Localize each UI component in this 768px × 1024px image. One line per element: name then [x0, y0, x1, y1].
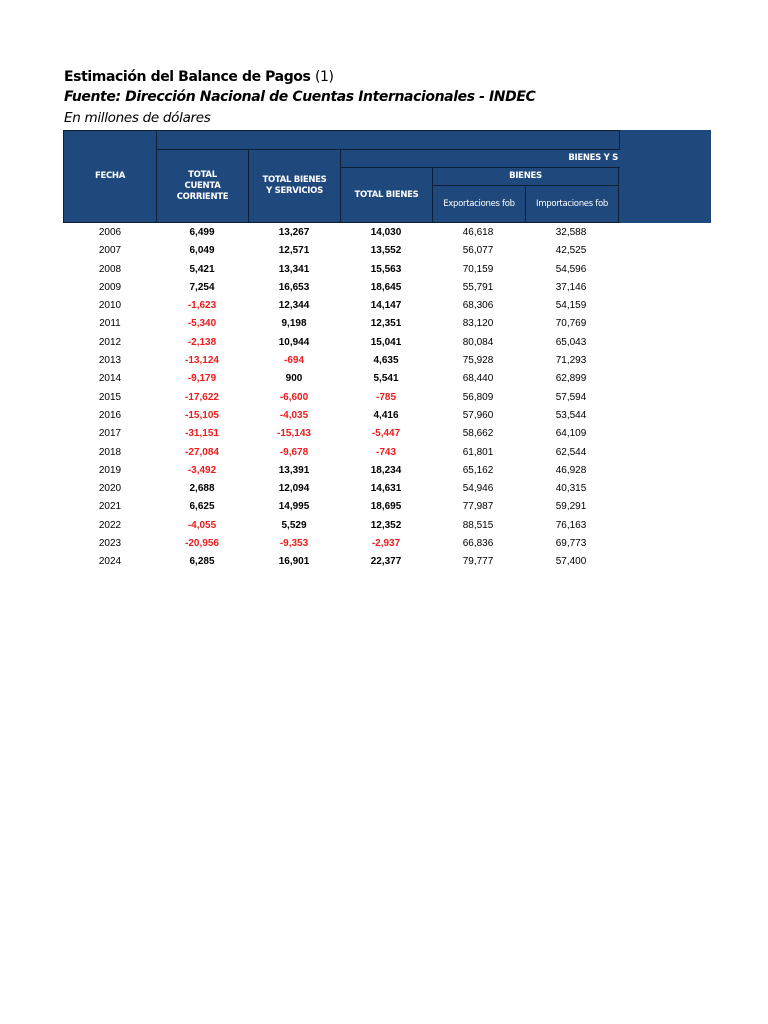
- fecha-cell: 2013: [98, 355, 122, 367]
- exportaciones-cell: 54,946: [462, 483, 494, 495]
- header-total-bienes: TOTAL BIENES: [340, 167, 433, 223]
- total-bienes-cell: 13,552: [370, 245, 402, 257]
- importaciones-cell: 46,928: [555, 464, 587, 476]
- table-row: [64, 242, 620, 260]
- total-bienes-cell: 14,631: [370, 483, 402, 495]
- importaciones-cell: 62,544: [555, 446, 587, 458]
- table-row: [64, 498, 620, 516]
- total-bienes-servicios-cell: 12,571: [278, 245, 310, 257]
- exportaciones-cell: 80,084: [462, 336, 494, 348]
- exportaciones-cell: 46,618: [462, 227, 494, 238]
- exportaciones-cell: 79,777: [462, 556, 494, 568]
- total-bienes-servicios-cell: 16,901: [278, 556, 310, 568]
- total-bienes-servicios-cell: 12,094: [278, 483, 310, 495]
- importaciones-cell: 76,163: [555, 519, 587, 531]
- exportaciones-cell: 55,791: [462, 281, 494, 293]
- importaciones-cell: 32,588: [555, 227, 587, 238]
- total-bienes-cell: 22,377: [370, 556, 402, 568]
- importaciones-cell: 54,596: [555, 263, 587, 275]
- importaciones-cell: 59,291: [555, 501, 587, 513]
- table-row: [64, 297, 620, 315]
- importaciones-cell: 69,773: [555, 538, 587, 550]
- total-bienes-servicios-cell: 12,344: [278, 300, 310, 312]
- total-bienes-cell: 5,541: [373, 373, 399, 385]
- total-bienes-servicios-cell: 13,267: [278, 227, 310, 238]
- importaciones-cell: 64,109: [555, 428, 587, 440]
- title-text: Estimación del Balance de Pagos: [64, 69, 311, 85]
- header-bienes-y-servicios: BIENES Y S: [340, 149, 620, 168]
- total-cuenta-corriente-cell: -20,956: [185, 538, 219, 550]
- importaciones-cell: 53,544: [555, 409, 587, 421]
- table-row: [64, 315, 620, 333]
- total-bienes-cell: 15,563: [370, 263, 402, 275]
- importaciones-cell: 65,043: [555, 336, 587, 348]
- total-bienes-servicios-cell: 14,995: [278, 501, 310, 513]
- header-importaciones-fob: Importaciones fob: [525, 185, 619, 223]
- fecha-cell: 2017: [98, 428, 122, 440]
- total-cuenta-corriente-cell: -5,340: [187, 318, 217, 330]
- fecha-cell: 2021: [98, 501, 122, 513]
- total-bienes-cell: 12,351: [370, 318, 402, 330]
- fecha-cell: 2022: [98, 519, 122, 531]
- table-row: [64, 553, 620, 571]
- header-bienes: BIENES: [432, 167, 619, 186]
- total-cuenta-corriente-cell: 5,421: [189, 263, 215, 275]
- total-bienes-cell: 4,416: [373, 409, 399, 421]
- total-bienes-cell: -785: [375, 391, 396, 403]
- total-bienes-cell: 14,147: [370, 300, 402, 312]
- total-bienes-cell: 18,645: [370, 281, 402, 293]
- data-table-body: [64, 224, 620, 572]
- total-bienes-servicios-cell: -4,035: [279, 409, 309, 421]
- total-bienes-cell: -2,937: [371, 538, 401, 550]
- importaciones-cell: 54,159: [555, 300, 587, 312]
- fecha-cell: 2009: [98, 281, 122, 293]
- total-cuenta-corriente-cell: -3,492: [187, 464, 217, 476]
- total-cuenta-corriente-cell: -15,105: [185, 409, 219, 421]
- header-exportaciones-fob: Exportaciones fob: [432, 185, 526, 223]
- total-bienes-servicios-cell: -15,143: [277, 428, 311, 440]
- exportaciones-cell: 88,515: [462, 519, 494, 531]
- total-cuenta-corriente-cell: -1,623: [187, 300, 217, 312]
- fecha-cell: 2014: [98, 373, 122, 385]
- exportaciones-cell: 83,120: [462, 318, 494, 330]
- total-bienes-servicios-cell: 900: [285, 373, 303, 385]
- importaciones-cell: 42,525: [555, 245, 587, 257]
- total-bienes-cell: 18,234: [370, 464, 402, 476]
- fecha-cell: 2010: [98, 300, 122, 312]
- exportaciones-cell: 61,801: [462, 446, 494, 458]
- exportaciones-cell: 65,162: [462, 464, 494, 476]
- header-fecha: FECHA: [63, 130, 157, 223]
- table-row: [64, 517, 620, 535]
- fecha-cell: 2006: [98, 227, 122, 238]
- importaciones-cell: 57,594: [555, 391, 587, 403]
- total-cuenta-corriente-cell: -2,138: [187, 336, 217, 348]
- fecha-cell: 2015: [98, 391, 122, 403]
- total-cuenta-corriente-cell: -27,084: [185, 446, 219, 458]
- importaciones-cell: 71,293: [555, 355, 587, 367]
- fecha-cell: 2023: [98, 538, 122, 550]
- total-cuenta-corriente-cell: -17,622: [185, 391, 219, 403]
- table-row: [64, 425, 620, 443]
- importaciones-cell: 62,899: [555, 373, 587, 385]
- fecha-cell: 2019: [98, 464, 122, 476]
- fecha-cell: 2020: [98, 483, 122, 495]
- total-bienes-cell: 12,352: [370, 519, 402, 531]
- exportaciones-cell: 58,662: [462, 428, 494, 440]
- table-row: [64, 407, 620, 425]
- total-bienes-servicios-cell: 13,341: [278, 263, 310, 275]
- units-line: En millones de dólares: [64, 110, 211, 126]
- total-bienes-servicios-cell: -9,353: [279, 538, 309, 550]
- total-bienes-servicios-cell: -6,600: [279, 391, 309, 403]
- table-row: [64, 279, 620, 297]
- fecha-cell: 2012: [98, 336, 122, 348]
- title-note: (1): [314, 69, 334, 85]
- total-bienes-cell: 18,695: [370, 501, 402, 513]
- header-total-bienes-servicios: TOTAL BIENES Y SERVICIOS: [248, 149, 341, 223]
- exportaciones-cell: 68,306: [462, 300, 494, 312]
- exportaciones-cell: 57,960: [462, 409, 494, 421]
- fecha-cell: 2008: [98, 263, 122, 275]
- exportaciones-cell: 75,928: [462, 355, 494, 367]
- fecha-cell: 2016: [98, 409, 122, 421]
- importaciones-cell: 70,769: [555, 318, 587, 330]
- total-bienes-servicios-cell: 5,529: [281, 519, 307, 531]
- table-row: [64, 535, 620, 553]
- exportaciones-cell: 56,809: [462, 391, 494, 403]
- report-title: [64, 69, 334, 85]
- importaciones-cell: 57,400: [555, 556, 587, 568]
- table-row: [64, 261, 620, 279]
- total-cuenta-corriente-cell: 6,049: [189, 245, 215, 257]
- total-cuenta-corriente-cell: 2,688: [189, 483, 215, 495]
- total-bienes-servicios-cell: 13,391: [278, 464, 310, 476]
- header-top-strip: [156, 130, 620, 150]
- total-bienes-servicios-cell: -694: [283, 355, 304, 367]
- table-row: [64, 370, 620, 388]
- fecha-cell: 2024: [98, 556, 122, 568]
- total-bienes-servicios-cell: 9,198: [281, 318, 307, 330]
- total-cuenta-corriente-cell: 6,625: [189, 501, 215, 513]
- total-bienes-servicios-cell: -9,678: [279, 446, 309, 458]
- importaciones-cell: 40,315: [555, 483, 587, 495]
- total-bienes-servicios-cell: 10,944: [278, 336, 310, 348]
- importaciones-cell: 37,146: [555, 281, 587, 293]
- total-bienes-cell: 14,030: [370, 227, 402, 238]
- total-bienes-cell: 15,041: [370, 336, 402, 348]
- total-bienes-servicios-cell: 16,653: [278, 281, 310, 293]
- exportaciones-cell: 66,836: [462, 538, 494, 550]
- total-cuenta-corriente-cell: -31,151: [185, 428, 219, 440]
- total-cuenta-corriente-cell: 7,254: [189, 281, 215, 293]
- table-row: [64, 389, 620, 407]
- table-row: [64, 480, 620, 498]
- total-cuenta-corriente-cell: 6,499: [189, 227, 215, 238]
- exportaciones-cell: 68,440: [462, 373, 494, 385]
- exportaciones-cell: 77,987: [462, 501, 494, 513]
- total-bienes-cell: -743: [375, 446, 396, 458]
- table-row: [64, 352, 620, 370]
- fecha-cell: 2007: [98, 245, 122, 257]
- fecha-cell: 2018: [98, 446, 122, 458]
- total-cuenta-corriente-cell: -13,124: [185, 355, 219, 367]
- source-line: Fuente: Dirección Nacional de Cuentas Internacionales - INDEC: [64, 89, 536, 105]
- total-cuenta-corriente-cell: -4,055: [187, 519, 217, 531]
- header-band-top: [619, 130, 711, 223]
- fecha-cell: 2011: [99, 318, 121, 330]
- exportaciones-cell: 56,077: [462, 245, 494, 257]
- total-bienes-cell: -5,447: [371, 428, 401, 440]
- table-row: [64, 224, 620, 242]
- total-cuenta-corriente-cell: -9,179: [187, 373, 217, 385]
- table-row: [64, 462, 620, 480]
- total-bienes-cell: 4,635: [373, 355, 399, 367]
- table-row: [64, 334, 620, 352]
- table-row: [64, 444, 620, 462]
- total-cuenta-corriente-cell: 6,285: [189, 556, 215, 568]
- exportaciones-cell: 70,159: [462, 263, 494, 275]
- header-total-cuenta-corriente: TOTAL CUENTA CORRIENTE: [156, 149, 249, 223]
